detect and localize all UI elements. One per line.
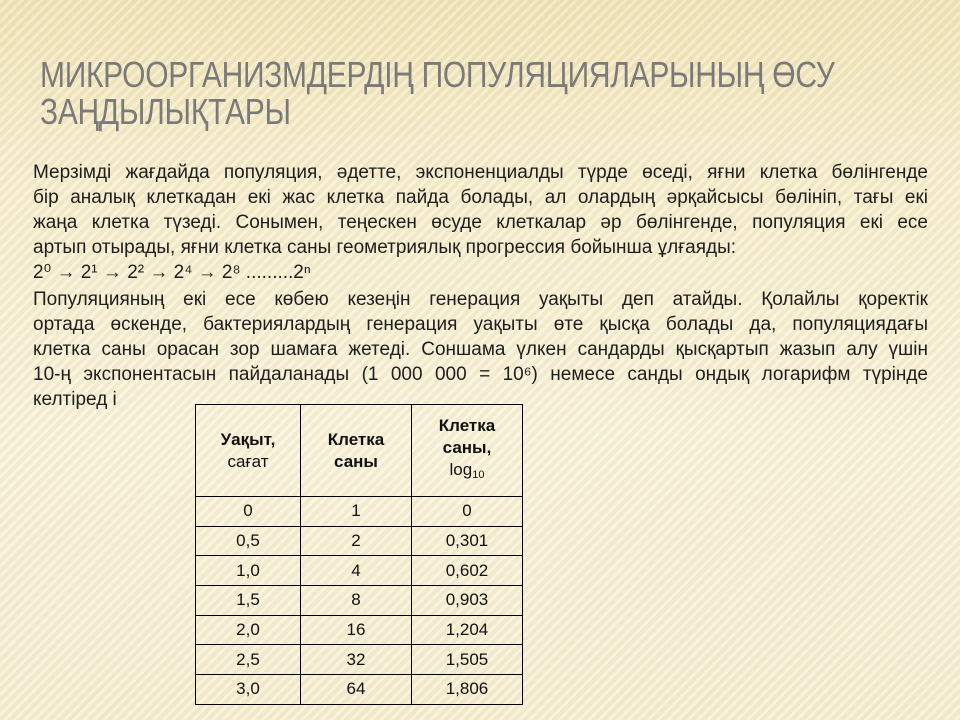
log-cell: 1,204 bbox=[412, 615, 523, 645]
text-line: келтіред і bbox=[33, 389, 117, 410]
table-row bbox=[196, 497, 523, 527]
table-header bbox=[196, 405, 523, 497]
log-cell: 0,301 bbox=[412, 526, 523, 556]
text-line: 10-ң экспонентасын пайдаланады (1 000 000 = 10⁶) немесе санды ондық логарифм түрінде bbox=[33, 364, 928, 385]
header-label: саны, bbox=[442, 438, 492, 457]
cell-count-cell: 4 bbox=[301, 556, 412, 586]
header-unit bbox=[412, 459, 522, 486]
cell-count-cell: 64 bbox=[301, 675, 412, 705]
table-row bbox=[196, 556, 523, 586]
cell-count-cell: 1 bbox=[301, 497, 412, 527]
log-cell: 0,903 bbox=[412, 586, 523, 616]
time-cell: 1,0 bbox=[196, 556, 301, 586]
log-cell: 0 bbox=[412, 497, 523, 527]
time-cell: 0,5 bbox=[196, 526, 301, 556]
time-cell: 2,5 bbox=[196, 645, 301, 675]
table-header-row bbox=[196, 405, 523, 497]
text-line: жаңа клетка түзеді. Сонымен, теңескен өсуде клеткалар әр бөлінгенде, популяция екі есе bbox=[33, 212, 928, 233]
header-label: Клетка bbox=[438, 416, 496, 435]
table-row bbox=[196, 675, 523, 705]
table-row bbox=[196, 615, 523, 645]
time-cell: 0 bbox=[196, 497, 301, 527]
slide-title bbox=[40, 57, 834, 131]
log-cell: 0,602 bbox=[412, 556, 523, 586]
header-unit: сағат bbox=[227, 451, 269, 471]
text-line: ортада өскенде, бактериялардың генерация уақыты өте қысқа болады да, популяциядағы bbox=[33, 314, 928, 335]
table-body bbox=[196, 497, 523, 705]
slide-title-line: ЗАҢДЫЛЫҚТАРЫ bbox=[40, 93, 291, 133]
column-header-log-cell-count bbox=[412, 405, 523, 497]
log-cell: 1,806 bbox=[412, 675, 523, 705]
text-line: Мерзімді жағдайда популяция, әдетте, экспоненциалды түрде өседі, яғни клетка бөлінгенде bbox=[33, 162, 928, 183]
text-line: Популяцияның екі есе көбею кезеңін генерация уақыты деп атайды. Қолайлы қоректік bbox=[33, 289, 928, 310]
time-cell: 3,0 bbox=[196, 675, 301, 705]
table-row bbox=[196, 586, 523, 616]
header-label: Уақыт, bbox=[220, 429, 276, 449]
header-label: саны bbox=[334, 451, 378, 471]
time-cell: 2,0 bbox=[196, 615, 301, 645]
paragraph-generation-time bbox=[33, 287, 928, 412]
paragraph-exponential-growth bbox=[33, 160, 928, 260]
text-line: бір аналық клеткадан екі жас клетка пайда болады, ал олардың әрқайсысы бөлініп, тағы екі bbox=[33, 187, 928, 208]
cell-count-cell: 8 bbox=[301, 586, 412, 616]
table-row bbox=[196, 526, 523, 556]
cell-count-cell: 2 bbox=[301, 526, 412, 556]
text-line: клетка саны орасан зор шамаға жетеді. Соншама үлкен сандарды қысқартып жазып алу үшін bbox=[33, 339, 928, 360]
cell-count-cell: 32 bbox=[301, 645, 412, 675]
column-header-cell-count bbox=[301, 405, 412, 497]
header-label: Клетка bbox=[327, 429, 385, 449]
log-cell: 1,505 bbox=[412, 645, 523, 675]
column-header-time bbox=[196, 405, 301, 497]
cell-count-table bbox=[195, 404, 523, 705]
time-cell: 1,5 bbox=[196, 586, 301, 616]
table-row bbox=[196, 645, 523, 675]
text-line: артып отырады, яғни клетка саны геометриялық прогрессия бойынша ұлғаяды: bbox=[33, 237, 737, 258]
body-text bbox=[33, 160, 928, 412]
growth-formula: 2⁰ → 2¹ → 2² → 2⁴ → 2⁸ .........2ⁿ bbox=[33, 262, 311, 283]
log-base: 10 bbox=[472, 469, 485, 481]
log-label: log bbox=[449, 460, 473, 479]
slide-title-line: МИКРООРГАНИЗМДЕРДІҢ ПОПУЛЯЦИЯЛАРЫНЫҢ ӨСУ bbox=[40, 55, 835, 96]
cell-count-cell: 16 bbox=[301, 615, 412, 645]
